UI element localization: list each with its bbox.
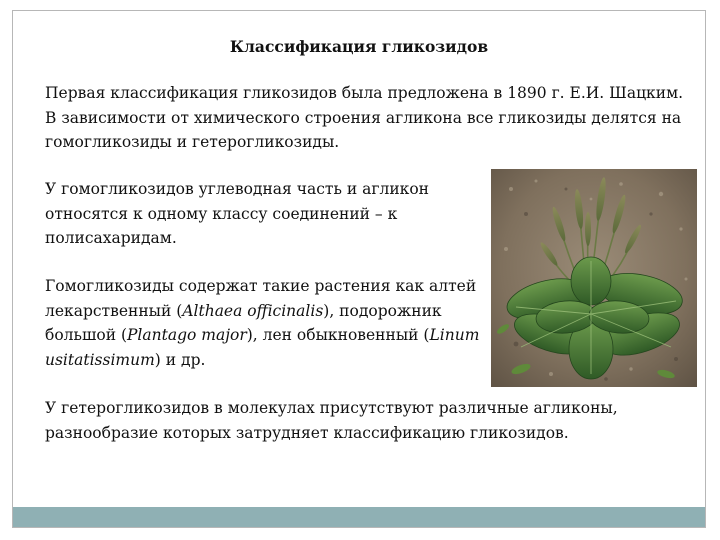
latin-name-linum: Linum usitatissimum xyxy=(45,326,480,369)
latin-name-plantago: Plantago major xyxy=(127,326,247,344)
paragraph-plant-examples xyxy=(45,274,490,372)
text-segment: ), лен обыкновенный ( xyxy=(246,326,430,344)
latin-name-althaea: Althaea officinalis xyxy=(182,301,324,320)
text-segment: ), подорожник большой ( xyxy=(45,301,442,344)
bottom-bar xyxy=(13,507,705,527)
slide-title: Классификация гликозидов xyxy=(229,37,489,56)
text-segment: Гомогликозиды содержат такие растения как алтей лекарственный ( xyxy=(45,277,477,320)
plantain-plant-photo xyxy=(491,169,697,387)
text-segment: ) и др. xyxy=(154,350,206,369)
paragraph-homoglycosides: У гомогликозидов углеводная часть и агликон относятся к одному классу соединений – к полисахаридам. xyxy=(45,180,429,247)
paragraph-classification-history: Первая классификация гликозидов была предложена в 1890 г. Е.И. Шацким. В зависимости от химического строения агликона все гликозиды делятся на гомогликозиды и гетерогликозиды. xyxy=(45,84,684,151)
paragraph-heteroglycosides: У гетерогликозидов в молекулах присутствуют различные агликоны, разнообразие которых затрудняет классификацию гликозидов. xyxy=(45,399,618,442)
slide xyxy=(12,10,706,528)
